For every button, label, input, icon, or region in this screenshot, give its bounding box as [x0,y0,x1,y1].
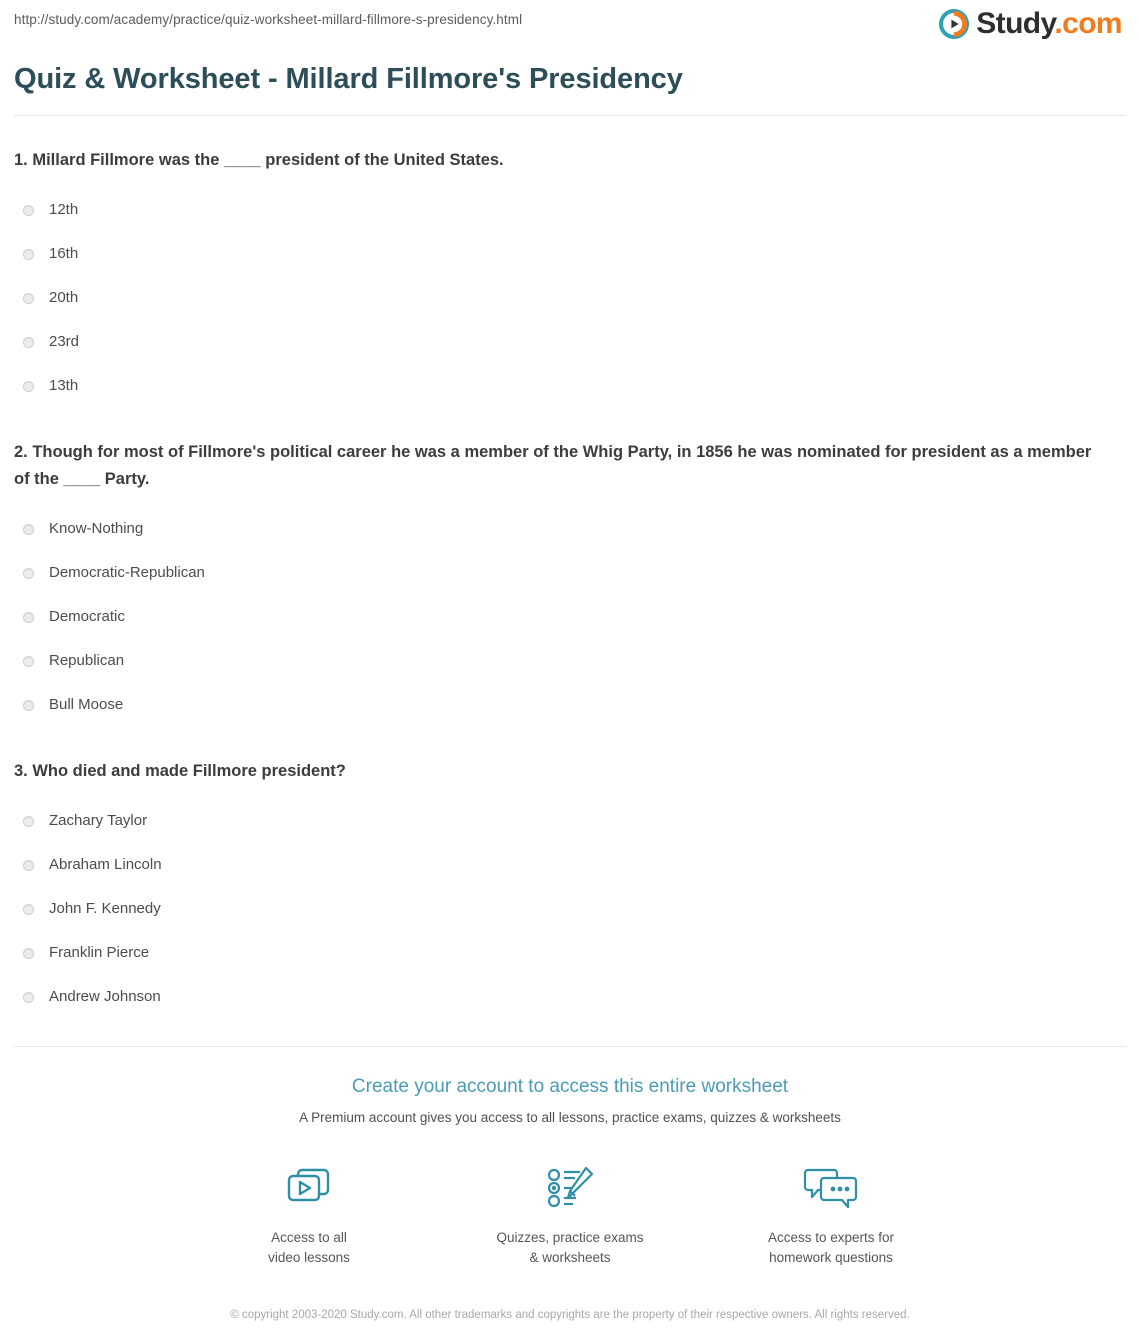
answer-options [14,507,1126,727]
radio-button-icon[interactable] [23,700,34,711]
page-url: http://study.com/academy/practice/quiz-worksheet-millard-fillmore-s-presidency.html [14,12,523,27]
question-block-1 [14,147,1126,408]
video-lessons-icon [225,1159,393,1217]
feature-label [225,1228,393,1268]
title-divider [14,115,1126,116]
answer-option[interactable] [14,320,1126,364]
features-row [0,1159,1140,1268]
radio-button-icon[interactable] [23,860,34,871]
logo-text-main: Study [976,7,1055,40]
answer-option-label: 16th [49,245,79,262]
answer-option[interactable] [14,551,1126,595]
page-header [0,0,1140,54]
answer-option-label: Democratic-Republican [49,564,205,581]
answer-option[interactable] [14,188,1126,232]
study-com-logo[interactable] [939,9,1122,39]
answer-option[interactable] [14,799,1126,843]
feature-label [747,1228,915,1268]
answer-option[interactable] [14,639,1126,683]
answer-option-label: John F. Kennedy [49,900,161,917]
feature-quizzes [486,1159,654,1268]
logo-text-dot: .com [1054,7,1122,40]
feature-label-line2: & worksheets [529,1250,611,1265]
answer-option-label: Bull Moose [49,696,124,713]
answer-option-label: Franklin Pierce [49,944,150,961]
radio-button-icon[interactable] [23,381,34,392]
copyright-notice: © copyright 2003-2020 Study.com. All other trademarks and copyrights are the property of their respective owners. All rights reserved. [230,1309,910,1321]
answer-option-label: Abraham Lincoln [49,856,162,873]
answer-option[interactable] [14,887,1126,931]
cta-section [0,1047,1140,1324]
question-text: 3. Who died and made Fillmore president? [14,762,346,780]
radio-button-icon[interactable] [23,205,34,216]
answer-option[interactable] [14,595,1126,639]
radio-button-icon[interactable] [23,612,34,623]
answer-option[interactable] [14,975,1126,1019]
radio-button-icon[interactable] [23,816,34,827]
radio-button-icon[interactable] [23,524,34,535]
radio-button-icon[interactable] [23,293,34,304]
answer-option[interactable] [14,843,1126,887]
feature-label-line1: Quizzes, practice exams [496,1230,644,1245]
play-circle-icon [939,9,969,39]
answer-option-label: 12th [49,201,79,218]
radio-button-icon[interactable] [23,904,34,915]
questions-list [0,147,1140,1019]
feature-label [486,1228,654,1268]
answer-option[interactable] [14,931,1126,975]
answer-options [14,799,1126,1019]
answer-option-label: 20th [49,289,79,306]
answer-option-label: 13th [49,377,79,394]
feature-video-lessons [225,1159,393,1268]
create-account-link[interactable]: Create your account to access this entire worksheet [351,1076,789,1097]
quiz-checklist-pencil-icon [486,1159,654,1217]
answer-option[interactable] [14,276,1126,320]
question-text: 1. Millard Fillmore was the ____ president of the United States. [14,151,504,169]
radio-button-icon[interactable] [23,992,34,1003]
answer-option[interactable] [14,232,1126,276]
radio-button-icon[interactable] [23,249,34,260]
feature-label-line2: video lessons [268,1250,350,1265]
answer-option-label: Andrew Johnson [49,988,161,1005]
feature-label-line1: Access to all [271,1230,347,1245]
answer-option[interactable] [14,683,1126,727]
radio-button-icon[interactable] [23,656,34,667]
chat-bubbles-icon [747,1159,915,1217]
answer-option-label: Democratic [49,608,125,625]
radio-button-icon[interactable] [23,568,34,579]
cta-subtitle: A Premium account gives you access to all lessons, practice exams, quizzes & worksheets [299,1110,841,1125]
radio-button-icon[interactable] [23,337,34,348]
feature-label-line1: Access to experts for [767,1230,895,1245]
question-text: 2. Though for most of Fillmore's political career he was a member of the Whig Party, in 1856 he was nominated for president as a member of the ____ Party. [14,443,1092,488]
question-block-2 [14,439,1126,727]
answer-option-label: Know-Nothing [49,520,144,537]
answer-option-label: Zachary Taylor [49,812,148,829]
answer-option-label: 23rd [49,333,80,350]
answer-option[interactable] [14,507,1126,551]
logo-wordmark [976,9,1122,39]
feature-experts [747,1159,915,1268]
answer-options [14,188,1126,408]
page-title: Quiz & Worksheet - Millard Fillmore's Presidency [14,63,683,95]
answer-option[interactable] [14,364,1126,408]
answer-option-label: Republican [49,652,125,669]
question-block-3 [14,758,1126,1019]
feature-label-line2: homework questions [769,1250,893,1265]
radio-button-icon[interactable] [23,948,34,959]
